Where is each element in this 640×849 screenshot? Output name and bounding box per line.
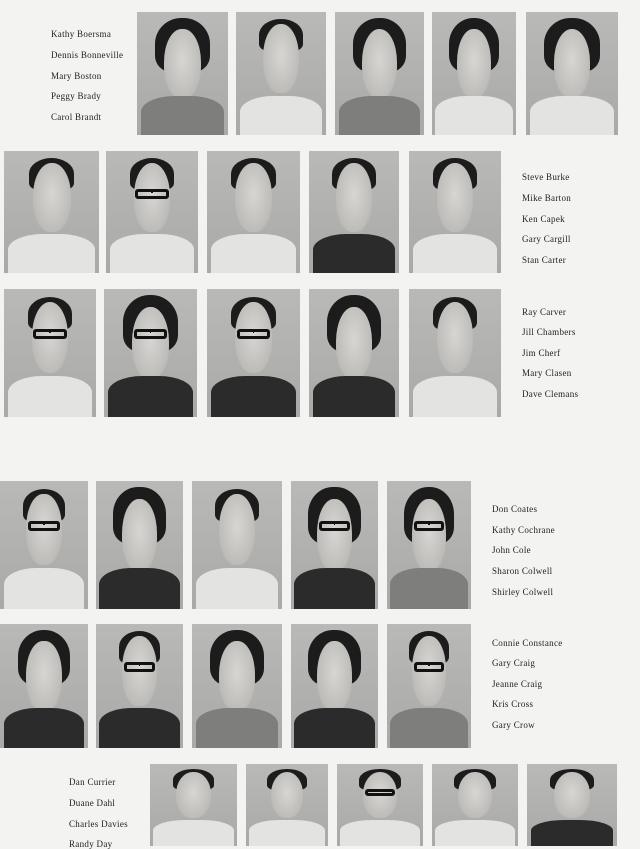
student-portrait-photo xyxy=(526,12,618,135)
student-name: Connie Constance xyxy=(492,638,563,648)
student-name: Jim Cherf xyxy=(522,348,561,358)
student-portrait-photo xyxy=(4,151,99,273)
student-name: John Cole xyxy=(492,545,531,555)
student-name: Jill Chambers xyxy=(522,327,576,337)
student-portrait-photo xyxy=(432,764,518,846)
student-name: Shirley Colwell xyxy=(492,587,554,597)
student-name: Charles Davies xyxy=(69,819,128,829)
student-portrait-photo xyxy=(432,12,516,135)
student-portrait-photo xyxy=(96,624,183,748)
student-name: Mike Barton xyxy=(522,193,572,203)
student-name: Dan Currier xyxy=(69,777,116,787)
student-portrait-photo xyxy=(387,624,471,748)
student-name: Dennis Bonneville xyxy=(51,50,124,60)
student-portrait-photo xyxy=(337,764,423,846)
student-portrait-photo xyxy=(207,289,300,417)
student-name: Kris Cross xyxy=(492,699,534,709)
student-name: Ken Capek xyxy=(522,214,565,224)
student-name: Mary Boston xyxy=(51,71,102,81)
student-name: Gary Crow xyxy=(492,720,535,730)
student-portrait-photo xyxy=(192,624,282,748)
student-name: Jeanne Craig xyxy=(492,679,543,689)
student-name: Mary Clasen xyxy=(522,368,572,378)
student-portrait-photo xyxy=(409,151,501,273)
student-portrait-photo xyxy=(335,12,424,135)
student-portrait-photo xyxy=(409,289,501,417)
student-name: Don Coates xyxy=(492,504,538,514)
student-portrait-photo xyxy=(527,764,617,846)
student-portrait-photo xyxy=(309,151,399,273)
student-name: Randy Day xyxy=(69,839,113,849)
student-portrait-photo xyxy=(207,151,300,273)
student-portrait-photo xyxy=(104,289,197,417)
student-name: Gary Cargill xyxy=(522,234,571,244)
student-portrait-photo xyxy=(0,624,88,748)
student-name: Duane Dahl xyxy=(69,798,116,808)
student-name: Stan Carter xyxy=(522,255,567,265)
student-portrait-photo xyxy=(0,481,88,609)
student-portrait-photo xyxy=(106,151,198,273)
student-portrait-photo xyxy=(150,764,237,846)
student-name: Kathy Cochrane xyxy=(492,525,555,535)
student-portrait-photo xyxy=(236,12,326,135)
student-portrait-photo xyxy=(387,481,471,609)
student-name: Ray Carver xyxy=(522,307,567,317)
student-name: Peggy Brady xyxy=(51,91,102,101)
student-name: Steve Burke xyxy=(522,172,570,182)
student-portrait-photo xyxy=(137,12,228,135)
student-portrait-photo xyxy=(192,481,282,609)
student-portrait-photo xyxy=(291,624,378,748)
student-name: Kathy Boersma xyxy=(51,29,112,39)
student-name: Sharon Colwell xyxy=(492,566,553,576)
student-portrait-photo xyxy=(291,481,378,609)
student-name: Gary Craig xyxy=(492,658,536,668)
student-name: Dave Clemans xyxy=(522,389,579,399)
student-name: Carol Brandt xyxy=(51,112,102,122)
student-portrait-photo xyxy=(246,764,328,846)
student-portrait-photo xyxy=(4,289,96,417)
student-portrait-photo xyxy=(96,481,183,609)
student-portrait-photo xyxy=(309,289,399,417)
